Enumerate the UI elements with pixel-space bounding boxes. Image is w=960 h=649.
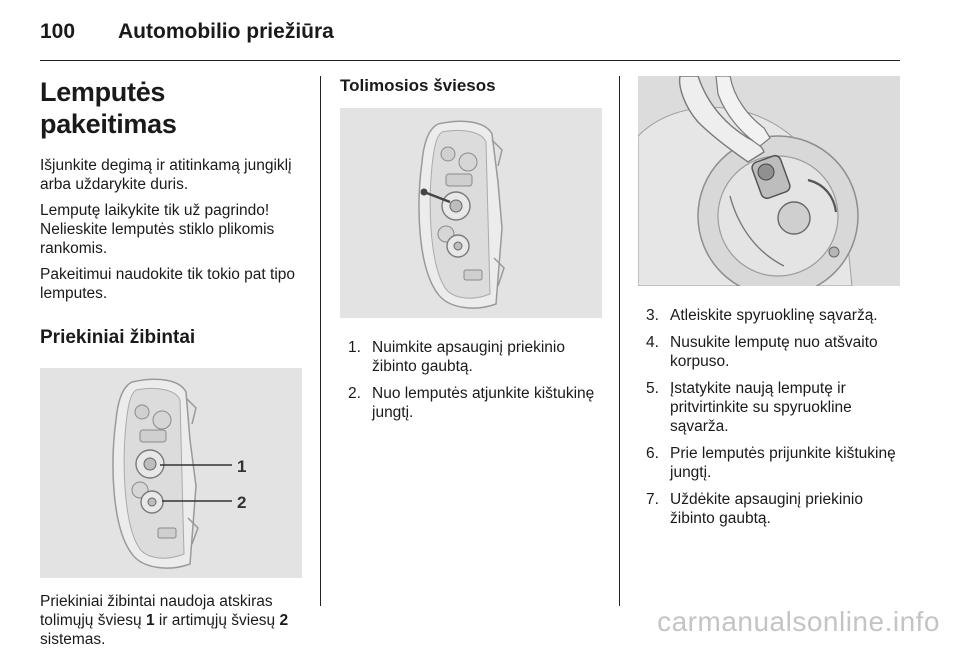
bulb-removal-illustration — [638, 76, 900, 286]
section-title: Lemputės pakeitimas — [40, 77, 177, 140]
steps-list-2 — [638, 306, 900, 528]
high-beam-illustration — [340, 108, 602, 318]
headlight-illustration — [40, 368, 302, 578]
list-item: 7. Uždėkite apsauginį priekinio žibinto gaubtą. — [646, 491, 864, 527]
column-3 — [638, 76, 900, 536]
paragraph-handling: Lemputę laikykite tik už pagrindo! Nelieskite lemputės stiklo plikomis rankomis. — [40, 201, 275, 257]
paragraph-bulb-type: Pakeitimui naudokite tik tokio pat tipo lemputes. — [40, 265, 296, 302]
callout-2: 2 — [237, 492, 247, 512]
high-beam-title: Tolimosios šviesos — [340, 76, 496, 95]
column-1 — [40, 76, 304, 649]
subsection-title: Priekiniai žibintai — [40, 326, 196, 348]
callout-1: 1 — [237, 456, 247, 476]
watermark: carmanualsonline.info — [657, 606, 940, 637]
list-item: 5. Įstatykite naują lemputę ir pritvirtinkite su spyruokline sąvarža. — [646, 380, 852, 435]
steps-list-1 — [340, 338, 602, 422]
list-item: 1. Nuimkite apsauginį priekinio žibinto gaubtą. — [348, 339, 565, 376]
list-item: 6. Prie lemputės prijunkite kištukinę jungtį. — [646, 445, 896, 481]
page-number: 100 — [40, 20, 76, 43]
chapter-title: Automobilio priežiūra — [118, 20, 334, 43]
list-item: 2. Nuo lemputės atjunkite kištukinę jungtį. — [348, 385, 595, 422]
column-2 — [340, 76, 602, 430]
page-header — [40, 14, 900, 61]
column-divider — [619, 76, 620, 606]
column-divider — [320, 76, 321, 606]
figure-caption: Priekiniai žibintai naudoja atskiras tolimųjų šviesų 1 ir artimųjų šviesų 2 sistemas. — [40, 592, 289, 648]
paragraph-ignition: Išjunkite degimą ir atitinkamą jungiklį arba uždarykite duris. — [40, 156, 292, 193]
list-item: 3. Atleiskite spyruoklinę sąvaržą. — [646, 307, 878, 324]
list-item: 4. Nusukite lemputę nuo atšvaito korpuso. — [646, 334, 878, 370]
high-beam-figure — [340, 108, 602, 318]
headlight-figure — [40, 368, 302, 578]
bulb-removal-figure — [638, 76, 900, 286]
